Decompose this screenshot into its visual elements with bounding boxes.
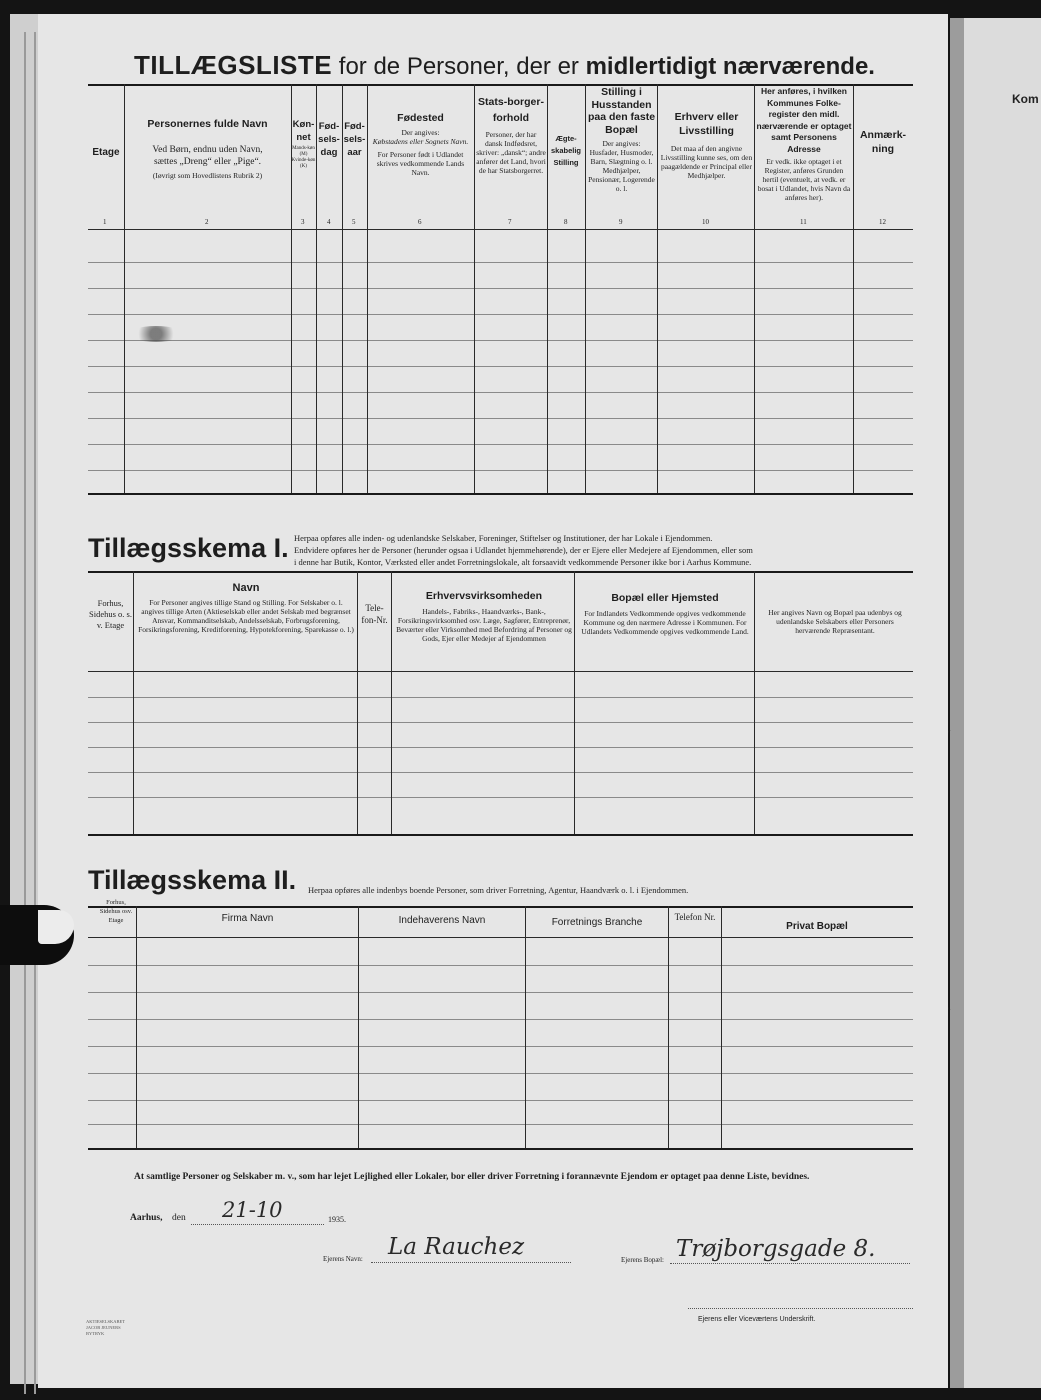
col-anmaerkning-header: Anmærk-ning: [859, 129, 907, 155]
skema2-col-etage: Forhus, Sidehus osv. Etage: [99, 899, 133, 924]
col-statsborger-title: Stats-borger-forhold: [478, 96, 544, 124]
col-fodested-line1: Der angives:: [401, 128, 440, 137]
col-fodested-line2: Købstadens eller Sognets Navn.: [372, 137, 469, 146]
main-title-middle: for de Personer, der er: [338, 53, 579, 80]
colnum-3: 3: [301, 218, 305, 226]
col-navn-line1: Ved Børn, endnu uden Navn,: [152, 145, 263, 155]
col-statsborger-header: [476, 94, 546, 175]
col-register-title: Her anføres, i hvilken Kommunes Folke-register den midl. nærværende er optaget samt Personens Adresse: [756, 86, 852, 154]
skema1-col-bopael: [580, 592, 750, 636]
skema2-col-telefon: Telefon Nr.: [674, 912, 716, 922]
owner-name-line: [371, 1262, 571, 1263]
owner-address-handwritten: Trøjborgsgade 8.: [676, 1236, 876, 1262]
colnum-11: 11: [800, 218, 807, 226]
col-fodested-title: Fødested: [397, 112, 444, 124]
col-etage-header: Etage: [92, 147, 120, 158]
skema1-col-bopael-title: Bopæl eller Hjemsted: [611, 592, 719, 604]
main-title-bold: TILLÆGSLISTE: [134, 50, 333, 80]
skema1-col-bopael-text: For Indlandets Vedkommende opgives vedkommende Kommune og den nærmere Adresse i Kommunen. For Udlandets Vedkommende opgives vedkommende Land.: [581, 609, 749, 636]
owner-name-handwritten: La Rauchez: [388, 1234, 525, 1260]
col-kon-line1: Mands-køn (M): [292, 146, 315, 157]
skema1-col-repraesentant: Her angives Navn og Bopæl paa udenbys og udenlandske Selskabers eller Personers herværende Repræsentant.: [768, 608, 902, 635]
col-fodselsdag-header: Fød-sels-dag: [318, 121, 340, 158]
skema1-col-telefon: Tele-fon-Nr.: [361, 603, 388, 625]
col-kon-header: [291, 118, 316, 170]
col-register-header: [756, 86, 852, 202]
date-handwritten: 21-10: [222, 1198, 283, 1222]
colnum-7: 7: [508, 218, 512, 226]
skema1-desc-line3: i denne har Butik, Kontor, Værksted eller andet Forretningslokale, alt forsaavidt vedkommende Personer ikke bor i Aarhus Kommune.: [294, 557, 752, 567]
col-fodested-line3: For Personer født i Udlandet skrives vedkommende Lands Navn.: [376, 150, 465, 177]
skema1-col-erhverv-title: Erhvervsvirksomheden: [425, 590, 543, 602]
skema2-col-indehaver: Indehaverens Navn: [398, 915, 486, 926]
col-navn-title: Personernes fulde Navn: [147, 118, 268, 130]
owner-name-label: Ejerens Navn:: [323, 1255, 363, 1263]
year-label: 1935.: [328, 1215, 346, 1224]
skema1-desc-line2: Endvidere opføres her de Personer (herunder ogsaa i Udlandet hjemmehørende), der er Ejere eller Medejere af Ejendommen, eller som: [294, 545, 753, 555]
col-erhverv-title: Erhverv eller Livsstilling: [674, 111, 739, 137]
colnum-10: 10: [702, 218, 709, 226]
colnum-4: 4: [327, 218, 331, 226]
colnum-8: 8: [564, 218, 568, 226]
ink-smudge: [128, 326, 184, 342]
skema2-title: Tillægsskema II.: [88, 865, 297, 895]
skema2-col-branche: Forretnings Branche: [551, 917, 643, 928]
skema1-desc-line1: Herpaa opføres alle inden- og udenlandske Selskaber, Foreninger, Stiftelser og Institutioner, der har Lokale i Ejendommen.: [294, 533, 713, 543]
owner-address-label: Ejerens Bopæl:: [621, 1256, 664, 1264]
main-title: [134, 50, 875, 81]
skema1-col-navn: [138, 582, 354, 634]
printer-mark: AKTIESELSKABET JACOB JEUNERS BYTRYK: [86, 1319, 125, 1336]
skema1-description: [294, 532, 914, 568]
signature-line: [688, 1308, 913, 1309]
signature-label: Ejerens eller Viceværtens Underskrift.: [698, 1316, 816, 1323]
col-stilling-title: Stilling i Husstanden paa den faste Bopæl: [587, 86, 656, 136]
col-stilling-text: Der angives: Husfader, Husmoder, Barn, Slægtning o. l. Medhjælper, Pensionær, Logerende o. l.: [588, 139, 655, 193]
skema1-col-etage: Forhus, Sidehus o. s. v. Etage: [89, 598, 132, 630]
skema1-col-navn-text: For Personer angives tillige Stand og Stilling. For Selskaber o. l. angives tillige Arten (Aktieselskab eller andet Selskab med begrænset Ansvar, Kommanditselskab, Andelsselskab, Forbrugsforening, Forsikringsforening, Kreditforening, Hypotekforening, Sparekasse o. l.): [138, 598, 354, 634]
main-title-end: midlertidigt nærværende.: [585, 53, 875, 80]
colnum-12: 12: [879, 218, 886, 226]
col-navn-line3: (Iøvrigt som Hovedlistens Rubrik 2): [152, 171, 263, 180]
col-kon-line2: Kvinde-køn (K): [291, 158, 316, 169]
skema2-col-firma: Firma Navn: [221, 913, 274, 924]
col-stilling-header: [587, 86, 656, 193]
facing-page: [950, 18, 1041, 1388]
skema1-col-erhverv-text: Handels-, Fabriks-, Haandværks-, Bank-, Forsikringsvirksomhed osv. Læge, Sagfører, Entreprenør, Beværter eller Virksomhed med Befordring af Personer og Gods, Ejer eller Medejer af Ejendommen: [396, 607, 572, 643]
colnum-1: 1: [103, 218, 107, 226]
date-line: [191, 1224, 324, 1225]
col-fodselsaar-header: Fød-sels-aar: [343, 121, 366, 158]
owner-address-line: [670, 1263, 910, 1264]
skema1-col-navn-title: Navn: [232, 582, 260, 594]
col-register-text: Er vedk. ikke optaget i et Register, anføres Grunden hertil (eventuelt, at vedk. er bosat i Udlandet, hvis Navn da anføres her).: [757, 157, 851, 202]
skema1-title: Tillægsskema I.: [88, 533, 289, 563]
col-navn-header: [124, 118, 291, 180]
skema2-description: Herpaa opføres alle indenbys boende Personer, som driver Forretning, Agentur, Haandværk o. l. i Ejendommen.: [308, 885, 689, 895]
skema2-col-bopael: Privat Bopæl: [786, 921, 848, 932]
city-label: Aarhus,: [130, 1213, 163, 1223]
facing-page-label: Kom: [1012, 92, 1039, 106]
col-erhverv-text: Det maa af den angivne Livsstilling kunne ses, om den paagældende er Principal eller Medhjælper.: [660, 144, 753, 180]
skema1-col-erhverv: [396, 590, 572, 643]
col-erhverv-header: [660, 110, 753, 180]
col-fodested-header: [369, 112, 472, 177]
colnum-6: 6: [418, 218, 422, 226]
col-aegteskab-header: Ægte-skabelig Stilling: [550, 134, 581, 167]
den-label: den: [172, 1213, 186, 1223]
col-statsborger-text: Personer, der har dansk Indfødsret, skriver: „dansk“; andre anfører det Land, hvori de har Statsborgerret.: [476, 130, 546, 175]
colnum-5: 5: [352, 218, 356, 226]
colnum-2: 2: [205, 218, 209, 226]
declaration-text: At samtlige Personer og Selskaber m. v., som har lejet Lejlighed eller Lokaler, bor eller driver Forretning i forannævnte Ejendom er optaget paa denne Liste, bevidnes.: [134, 1172, 810, 1182]
col-kon-title: Køn-net: [292, 119, 315, 143]
col-navn-line2: sættes „Dreng“ eller „Pige“.: [153, 157, 262, 167]
colnum-9: 9: [619, 218, 623, 226]
